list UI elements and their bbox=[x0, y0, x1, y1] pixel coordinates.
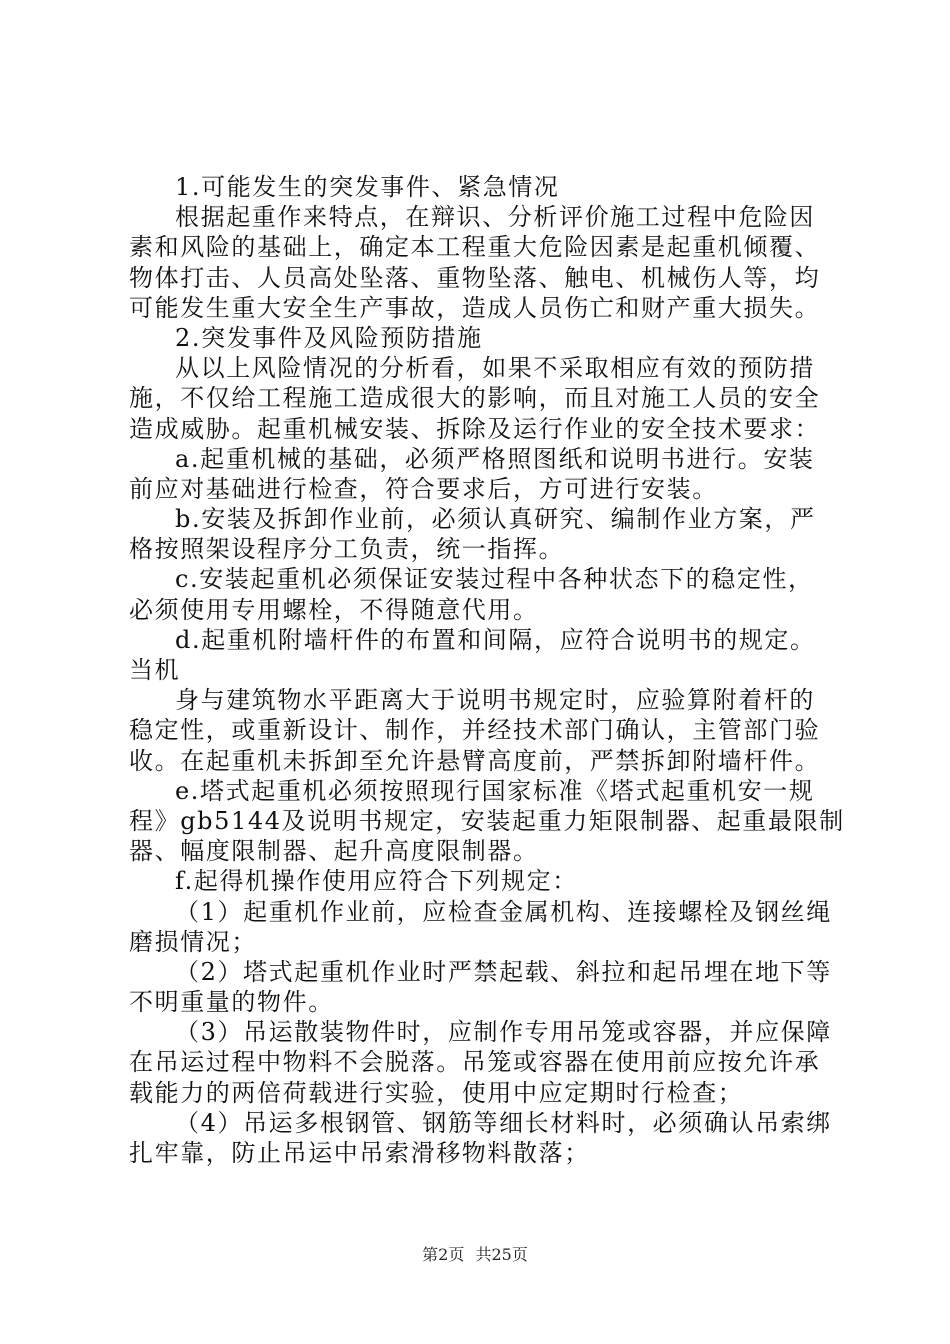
text-line: 当机 bbox=[129, 656, 181, 684]
text-line: 收。在起重机未拆卸至允许悬臂高度前，严禁拆卸附墙杆件。 bbox=[129, 746, 821, 775]
text-line: e.塔式起重机必须按照现行国家标准《塔式起重机安一规 bbox=[175, 776, 815, 805]
page-total: 共25页 bbox=[475, 1245, 528, 1264]
text-line: 程》gb5144及说明书规定，安装起重力矩限制器、起重最限制 bbox=[129, 806, 845, 835]
text-line: 稳定性，或重新设计、制作，并经技术部门确认，主管部门验 bbox=[129, 716, 821, 745]
document-body bbox=[129, 172, 849, 1168]
text-line: 磨损情况； bbox=[129, 927, 257, 956]
text-line: 器、幅度限制器、起升高度限制器。 bbox=[129, 837, 539, 866]
text-line: a.起重机械的基础，必须严格照图纸和说明书进行。安装 bbox=[175, 444, 815, 473]
text-line: 根据起重作来特点，在辩识、分析评价施工过程中危险因 bbox=[175, 203, 815, 232]
text-line: 从以上风险情况的分析看，如果不采取相应有效的预防措 bbox=[175, 354, 815, 383]
text-line: 身与建筑物水平距离大于说明书规定时，应验算附着杆的 bbox=[175, 686, 815, 715]
text-line: 在吊运过程中物料不会脱落。吊笼或容器在使用前应按允许承 bbox=[129, 1048, 821, 1077]
text-line: c.安装起重机必须保证安装过程中各种状态下的稳定性， bbox=[175, 565, 814, 594]
text-line: 可能发生重大安全生产事故，造成人员伤亡和财产重大损失。 bbox=[129, 293, 821, 322]
text-line: （4）吊运多根钢管、钢筋等细长材料时，必须确认吊索绑 bbox=[175, 1108, 832, 1137]
text-line: （1）起重机作业前，应检查金属机构、连接螺栓及钢丝绳 bbox=[175, 897, 832, 926]
text-line: 造成威胁。起重机械安装、拆除及运行作业的安全技术要求： bbox=[129, 414, 821, 443]
text-line: 必须使用专用螺栓，不得随意代用。 bbox=[129, 595, 539, 624]
text-line: 载能力的两倍荷载进行实验，使用中应定期时行检查； bbox=[129, 1078, 744, 1107]
text-line: f.起得机操作使用应符合下列规定： bbox=[175, 867, 578, 896]
text-line: 素和风险的基础上，确定本工程重大危险因素是起重机倾覆、 bbox=[129, 233, 821, 262]
text-line: 1.可能发生的突发事件、紧急情况 bbox=[175, 173, 560, 201]
text-line: 扎牢靠，防止吊运中吊索滑移物料散落； bbox=[129, 1139, 590, 1167]
text-line: 不明重量的物件。 bbox=[129, 988, 334, 1017]
text-line: （2）塔式起重机作业时严禁起载、斜拉和起吊埋在地下等 bbox=[175, 957, 832, 986]
text-line: b.安装及拆卸作业前，必须认真研究、编制作业方案，严 bbox=[175, 505, 816, 534]
text-line: d.起重机附墙杆件的布置和间隔，应符合说明书的规定。 bbox=[175, 625, 816, 654]
text-line: 施，不仅给工程施工造成很大的影响，而且对施工人员的安全 bbox=[129, 384, 821, 413]
text-line: （3）吊运散装物件时，应制作专用吊笼或容器，并应保障 bbox=[175, 1018, 832, 1047]
page-number: 第2页 bbox=[422, 1245, 465, 1264]
page-footer bbox=[0, 1242, 950, 1265]
text-line: 2.突发事件及风险预防措施 bbox=[175, 323, 483, 352]
text-line: 格按照架设程序分工负责，统一指挥。 bbox=[129, 535, 565, 564]
text-line: 前应对基础进行检查，符合要求后，方可进行安装。 bbox=[129, 474, 718, 503]
text-line: 物体打击、人员高处坠落、重物坠落、触电、机械伤人等，均 bbox=[129, 263, 821, 292]
